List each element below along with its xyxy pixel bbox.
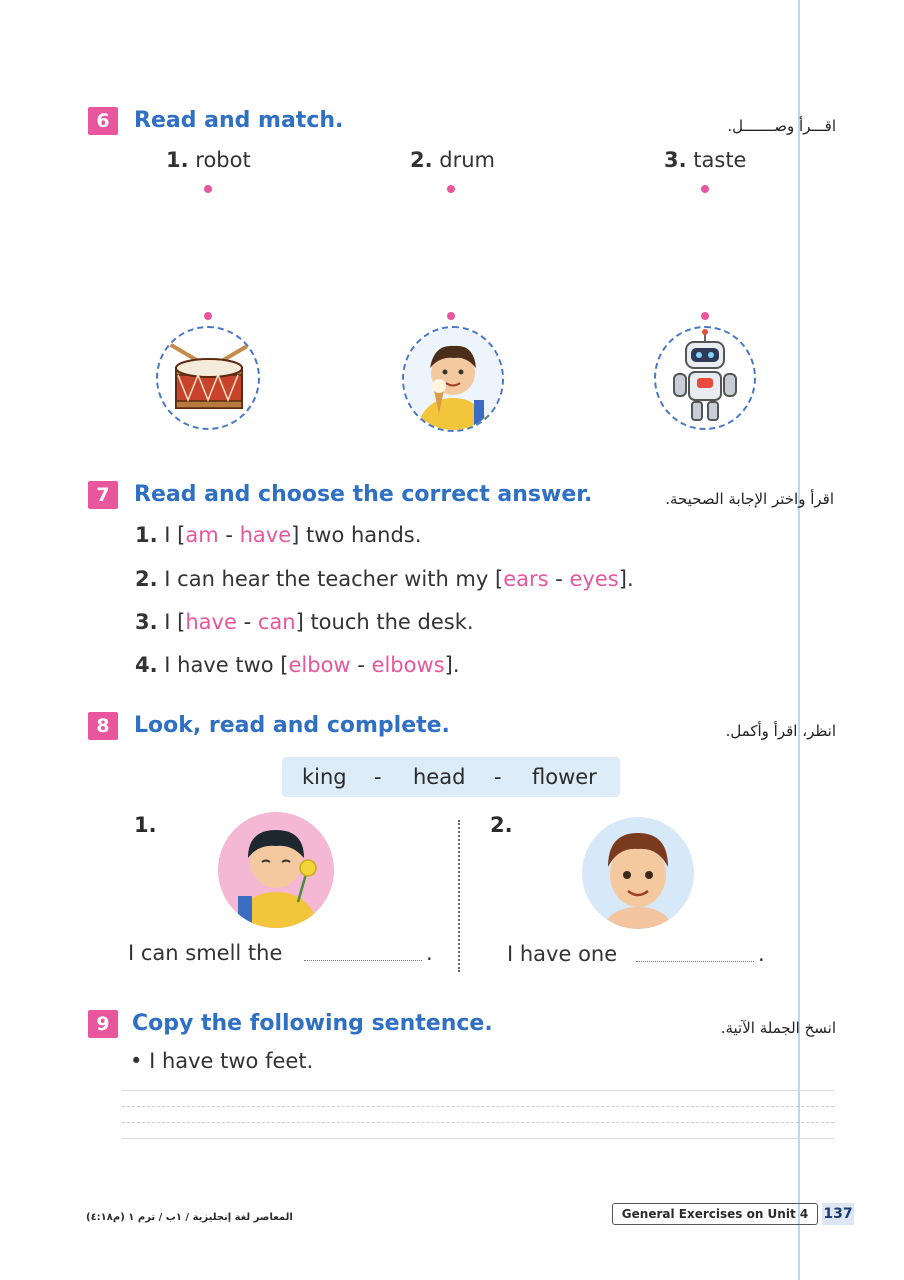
option-can[interactable]: can: [257, 610, 296, 634]
boy-ice-cream-picture: [402, 326, 504, 432]
sentence-period: .: [758, 942, 765, 966]
drum-icon: [158, 328, 258, 428]
item-number: 1.: [134, 813, 157, 837]
match-dot-bottom-1[interactable]: [204, 312, 212, 320]
section-label: General Exercises on Unit 4: [612, 1203, 818, 1225]
exercise-title: Copy the following sentence.: [132, 1011, 493, 1036]
writing-line[interactable]: [122, 1106, 834, 1107]
match-word-2: 2. drum: [410, 148, 496, 172]
robot-picture: [654, 326, 756, 430]
match-word-3: 3. taste: [664, 148, 747, 172]
page-number: 137: [822, 1203, 854, 1225]
exercise-number-badge: 8: [88, 712, 118, 740]
word-bank-word: flower: [532, 765, 597, 789]
option-elbows[interactable]: elbows: [371, 653, 445, 677]
answer-blank-1[interactable]: [304, 960, 422, 961]
arabic-instruction: انظر، اقرأ وأكمل.: [725, 722, 836, 740]
exercise-title: Look, read and complete.: [134, 713, 450, 738]
exercise-number-badge: 7: [88, 481, 118, 509]
match-dot-top-3[interactable]: [701, 185, 709, 193]
arabic-instruction: انسخ الجملة الآتية.: [720, 1019, 836, 1037]
option-am[interactable]: am: [185, 523, 219, 547]
margin-line: [798, 0, 800, 1280]
choose-sentence-3: 3. I [have - can] touch the desk.: [135, 610, 474, 634]
exercise-title: Read and choose the correct answer.: [134, 482, 593, 507]
item-number: 2.: [490, 813, 513, 837]
word-bank-word: head: [413, 765, 466, 789]
book-title: المعاصر لغة إنجليزية / ١ب / ترم ١ (م٤:١٨): [86, 1212, 293, 1223]
divider: [458, 820, 460, 972]
word-bank-dash: -: [494, 765, 502, 789]
boy-face-picture: [582, 817, 694, 929]
copy-sentence: • I have two feet.: [130, 1049, 314, 1073]
option-ears[interactable]: ears: [503, 567, 549, 591]
answer-blank-2[interactable]: [636, 961, 754, 962]
arabic-instruction: اقـــرأ وصـــــــل.: [727, 117, 836, 135]
complete-sentence-2: I have one: [507, 942, 618, 966]
word-bank-word: king: [302, 765, 347, 789]
choose-sentence-2: 2. I can hear the teacher with my [ears - eyes].: [135, 567, 634, 591]
arabic-instruction: اقرأ واختر الإجابة الصحيحة.: [665, 490, 834, 508]
option-have[interactable]: have: [239, 523, 292, 547]
boy-eating-ice-cream-icon: [404, 328, 502, 430]
option-have[interactable]: have: [185, 610, 237, 634]
complete-sentence-1: I can smell the: [128, 941, 283, 965]
option-elbow[interactable]: elbow: [288, 653, 351, 677]
boy-smelling-flower-picture: [218, 812, 334, 928]
match-word-1: 1. robot: [166, 148, 251, 172]
boy-smelling-flower-icon: [218, 812, 334, 928]
robot-icon: [656, 328, 754, 428]
choose-sentence-1: 1. I [am - have] two hands.: [135, 523, 422, 547]
option-eyes[interactable]: eyes: [569, 567, 619, 591]
match-dot-bottom-2[interactable]: [447, 312, 455, 320]
exercise-title: Read and match.: [134, 108, 344, 133]
drum-picture: [156, 326, 260, 430]
match-dot-bottom-3[interactable]: [701, 312, 709, 320]
match-dot-top-2[interactable]: [447, 185, 455, 193]
writing-line[interactable]: [122, 1090, 834, 1091]
exercise-number-badge: 6: [88, 107, 118, 135]
boy-face-icon: [582, 817, 694, 929]
match-dot-top-1[interactable]: [204, 185, 212, 193]
exercise-number-badge: 9: [88, 1010, 118, 1038]
writing-line[interactable]: [122, 1138, 834, 1139]
sentence-period: .: [426, 941, 433, 965]
word-bank: [282, 757, 620, 797]
choose-sentence-4: 4. I have two [elbow - elbows].: [135, 653, 460, 677]
writing-line[interactable]: [122, 1122, 834, 1123]
word-bank-dash: -: [374, 765, 382, 789]
